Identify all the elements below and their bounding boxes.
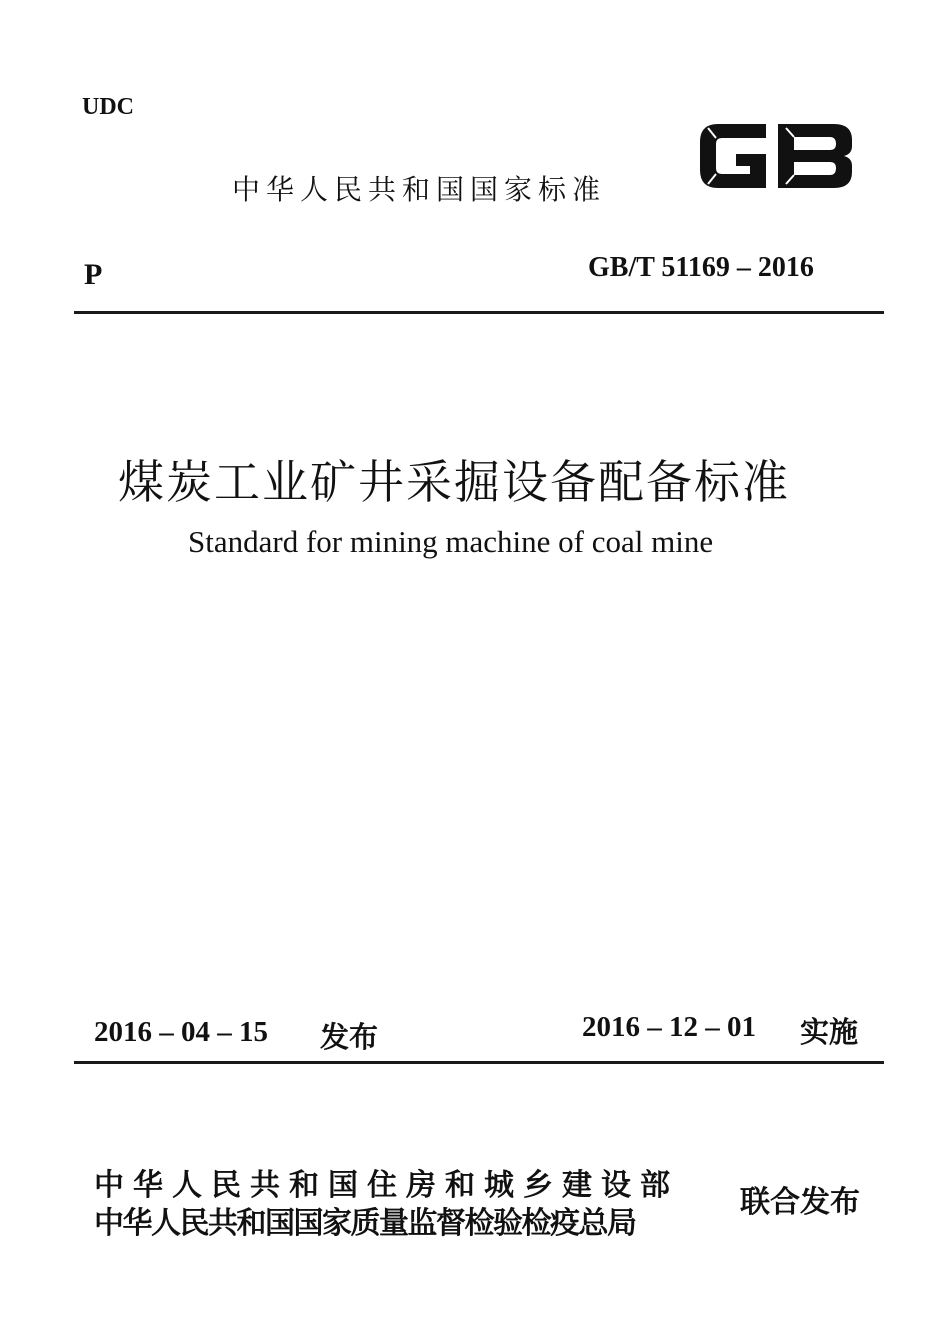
standard-number: GB/T 51169 – 2016 (588, 252, 814, 283)
gb-logo (696, 116, 856, 196)
issue-label: 发布 (320, 1020, 379, 1054)
title-chinese: 煤炭工业矿井采掘设备配备标准 (118, 455, 790, 509)
publisher-ministry: 中华人民共和国住房和城乡建设部 (94, 1168, 679, 1203)
bottom-divider (74, 1061, 884, 1064)
title-english: Standard for mining machine of coal mine (188, 524, 714, 559)
national-standard-heading: 中华人民共和国国家标准 (232, 173, 607, 206)
implementation-date: 2016 – 12 – 01 (582, 1011, 756, 1043)
udc-label: UDC (82, 94, 134, 120)
issue-date: 2016 – 04 – 15 (94, 1016, 268, 1048)
joint-release-label: 联合发布 (740, 1185, 860, 1220)
publisher-aqsiq: 中华人民共和国国家质量监督检验检疫总局 (94, 1206, 636, 1241)
classification-code: P (84, 258, 103, 291)
top-divider (74, 311, 884, 314)
implementation-label: 实施 (800, 1015, 859, 1049)
